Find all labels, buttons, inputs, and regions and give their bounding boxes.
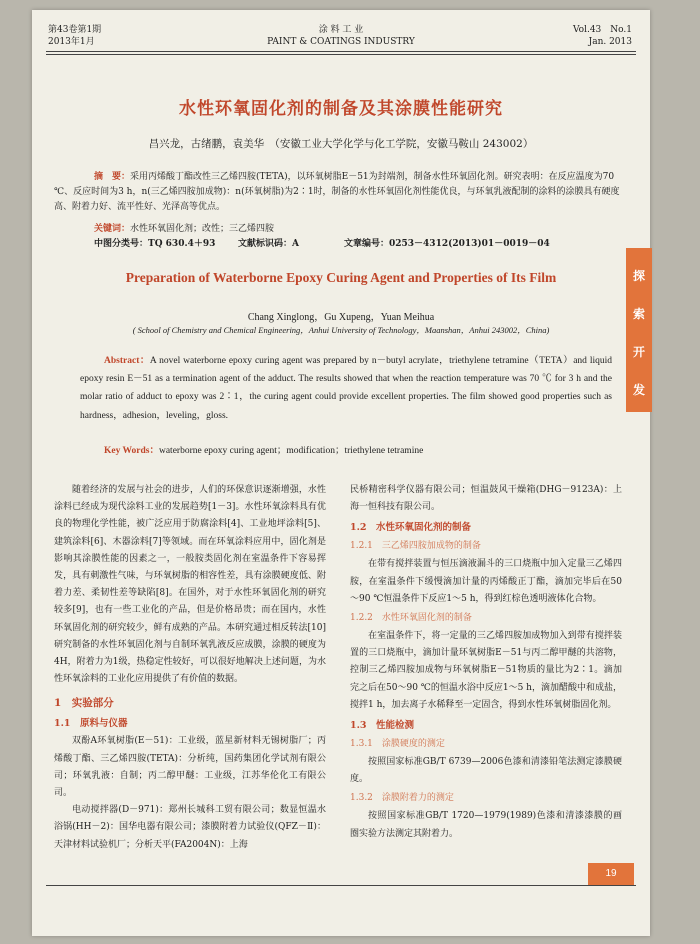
abstract-en-text: A novel waterborne epoxy curing agent was prepared by n－butyl acrylate，triethylene tetramine（TETA）and liquid epoxy resin E－51 as a termination agent of the adduct. The results showed that when the reaction temperature was 70 ℃ for 3 h and the molar ratio of adduct to epoxy was 2∶1，the curing agent could provide excellent properties. The film showed good properties such as hardness，adhesion，leveling，gloss. xyxy=(80,356,612,421)
paragraph-1-3-2: 按照国家标准GB/T 1720—1979(1989)色漆和清漆漆膜的画圈实验方法测定其附着力。 xyxy=(350,811,622,839)
authors-cn: 昌兴龙，古绪鹏，袁美华 （安徽工业大学化学与化工学院，安徽马鞍山 243002） xyxy=(148,138,534,150)
side-tab-char: 发 xyxy=(632,383,645,397)
page-number: 19 xyxy=(588,863,634,885)
paragraph-1-2-1: 在带有搅拌装置与恒压滴液漏斗的三口烧瓶中加入定量三乙烯四胺，在室温条件下缓慢滴加计量的丙烯酸正丁酯，滴加完毕后在50～90 ℃恒温条件下反应1～5 h，得到红棕色透明液体化合物。 xyxy=(350,559,622,604)
abstract-cn-text: 采用丙烯酸丁酯改性三乙烯四胺(TETA)，以环氧树脂E－51为封端剂，制备水性环氧固化剂。研究表明：在反应温度为70 ℃、反应时间为3 h，n(三乙烯四胺加成物)：n(环氧树脂)为2∶1时，制备的水性环氧固化剂性能优良，与环氧乳液配制的涂料的涂膜具有硬度高、附着力好、流平性好、光泽高等优点。 xyxy=(54,172,620,212)
section-1-3-1-heading: 1.3.1 涂膜硬度的测定 xyxy=(350,739,445,750)
header-rule-thin xyxy=(46,54,636,55)
section-1-2-2-heading: 1.2.2 水性环氧固化剂的制备 xyxy=(350,613,472,624)
footer-rule xyxy=(46,885,636,886)
affiliation-en: ( School of Chemistry and Chemical Engineering，Anhui University of Technology，Maanshan，Anhui 243002，China) xyxy=(132,325,550,335)
side-tab-char: 探 xyxy=(632,269,645,283)
section-1-1-heading: 1.1 原料与仪器 xyxy=(54,718,128,730)
header-rule xyxy=(46,51,636,52)
keywords-en xyxy=(104,442,423,456)
volume-issue-en: Vol.43 No.1 xyxy=(572,25,632,35)
article-title-cn: 水性环氧固化剂的制备及其涂膜性能研究 xyxy=(179,99,503,119)
side-tab-char: 索 xyxy=(632,307,645,321)
materials-paragraph: 双酚A环氧树脂(E－51)：工业级，蓝星新材料无锡树脂厂；丙烯酸丁酯、三乙烯四胺(TETA)：分析纯，国药集团化学试剂有限公司；环氧乳液：自制；丙二醇甲醚：工业级，江苏华伦化工有限公司。 xyxy=(54,736,326,799)
clc-number: 中图分类号：TQ 630.4＋93 xyxy=(94,239,216,249)
intro-paragraph: 随着经济的发展与社会的进步，人们的环保意识逐渐增强，水性涂料已经成为现代涂料工业的发展趋势[1－3]。水性环氧涂料具有优良的物理化学性能，被广泛应用于防腐涂料[4]、工业地坪涂料[5]、建筑涂料[6]、木器涂料[7]等领域。而在环氧涂料应用中，固化剂是影响其涂膜性能的因素之一，一般胺类固化剂在室温条件下容易挥发，具有刺激性气味，与环氧树脂的相容性差，具有涂膜硬度低、附着力差、柔韧性差等缺陷[8]。在国外，对于水性环氧固化剂的研究较多[9]，也有一些工业化的产品，但是价格昂贵；而在国内，水性环氧固化剂的研究较少，鲜有成熟的产品。本研究通过相反转法[10]研究制备的水性环氧固化剂与自制环氧乳液反应成膜，涂膜的硬度为4H，附着力为1级，热稳定性较好，可以很好地解决上述问题，为水性环氧涂料的工业化应用提供了有价值的数据。 xyxy=(54,485,326,685)
instruments-paragraph: 电动搅拌器(D－971)：郑州长城科工贸有限公司；数显恒温水浴锅(HH－2)：国华电器有限公司；漆膜附着力试验仪(QFZ－Ⅱ)：天津材料试验机厂；分析天平(FA2004N)：上海 xyxy=(54,805,326,850)
paragraph-1-3-1: 按照国家标准GB/T 6739—2006色漆和清漆铅笔法测定漆膜硬度。 xyxy=(350,757,622,785)
section-1-3-heading: 1.3 性能检测 xyxy=(350,720,415,732)
issue-date-en: Jan. 2013 xyxy=(588,37,632,47)
header-right xyxy=(573,24,632,48)
keywords-en-label: Key Words： xyxy=(104,446,159,456)
journal-name-cn: 涂 料 工 业 xyxy=(318,25,364,35)
abstract-cn xyxy=(54,170,628,215)
abstract-en xyxy=(80,352,612,425)
paragraph-1-2-2: 在室温条件下，将一定量的三乙烯四胺加成物加入到带有搅拌装置的三口烧瓶中，滴加计量环氧树脂E－51与丙二醇甲醚的共溶物，控制三乙烯四胺加成物与环氧树脂E－51物质的量比为2∶1。滴加完之后在50～90 ℃的恒温水浴中反应1～5 h，滴加醋酸中和成盐，搅拌1 h，加去离子水稀释至一定固含，得到水性环氧树脂固化剂。 xyxy=(350,631,622,710)
body-left-column xyxy=(54,482,326,854)
side-tab-char: 开 xyxy=(632,345,645,359)
keywords-cn xyxy=(94,221,274,234)
document-code: 文献标识码：A xyxy=(238,239,299,249)
section-side-tab xyxy=(626,248,652,412)
keywords-cn-label: 关键词： xyxy=(94,224,131,234)
section-1-3-2-heading: 1.3.2 涂膜附着力的测定 xyxy=(350,793,454,804)
journal-page xyxy=(32,10,650,936)
authors-en: Chang Xinglong，Gu Xupeng，Yuan Meihua xyxy=(247,312,435,323)
body-right-column xyxy=(350,482,622,843)
abstract-en-label: Abstract： xyxy=(104,356,150,366)
article-title-en: Preparation of Waterborne Epoxy Curing Agent and Properties of Its Film xyxy=(125,270,557,285)
header-center xyxy=(32,24,650,48)
volume-issue: 第43卷第1期 xyxy=(48,25,102,35)
section-1-2-heading: 1.2 水性环氧固化剂的制备 xyxy=(350,522,472,534)
section-1-heading: 1 实验部分 xyxy=(54,697,114,710)
instruments-continued: 民桥精密科学仪器有限公司；恒温鼓风干燥箱(DHG－9123A)：上海一恒科技有限公司。 xyxy=(350,485,622,513)
issue-date: 2013年1月 xyxy=(48,37,95,47)
keywords-en-text: waterborne epoxy curing agent；modification；triethylene tetramine xyxy=(158,446,424,456)
keywords-cn-text: 水性环氧固化剂；改性；三乙烯四胺 xyxy=(130,224,275,234)
article-number: 文章编号：0253－4312(2013)01－0019－04 xyxy=(344,239,550,249)
journal-name-en: PAINT & COATINGS INDUSTRY xyxy=(267,37,415,47)
abstract-cn-label: 摘 要： xyxy=(94,172,131,182)
section-1-2-1-heading: 1.2.1 三乙烯四胺加成物的制备 xyxy=(350,541,481,552)
